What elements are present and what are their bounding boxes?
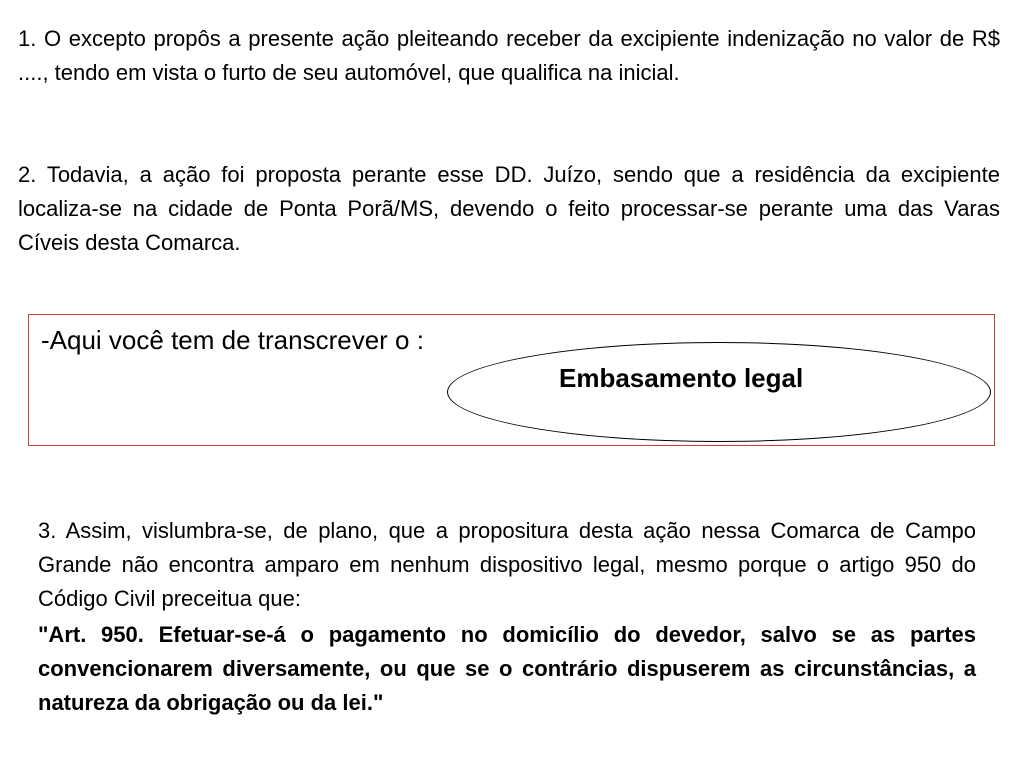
instruction-box [28, 314, 995, 446]
paragraph-2: 2. Todavia, a ação foi proposta perante esse DD. Juízo, sendo que a residência da excipiente localiza-se na cidade de Ponta Porã/MS, devendo o feito processar-se perante uma das Varas Cíveis desta Comarca. [18, 162, 1000, 255]
paragraph-3: 3. Assim, vislumbra-se, de plano, que a propositura desta ação nessa Comarca de Campo Grande não encontra amparo em nenhum dispositivo legal, mesmo porque o artigo 950 do Código Civil preceitua que: [38, 518, 976, 611]
legal-quote: "Art. 950. Efetuar-se-á o pagamento no domicílio do devedor, salvo se as partes convencionarem diversamente, ou que se o contrário dispuserem as circunstâncias, a natureza da obrigação ou da lei." [38, 622, 976, 715]
instruction-label: -Aqui você tem de transcrever o : [41, 325, 424, 355]
highlight-text: Embasamento legal [559, 363, 804, 393]
paragraph-1: 1. O excepto propôs a presente ação pleiteando receber da excipiente indenização no valor de R$ ...., tendo em vista o furto de seu automóvel, que qualifica na inicial. [18, 26, 1000, 85]
